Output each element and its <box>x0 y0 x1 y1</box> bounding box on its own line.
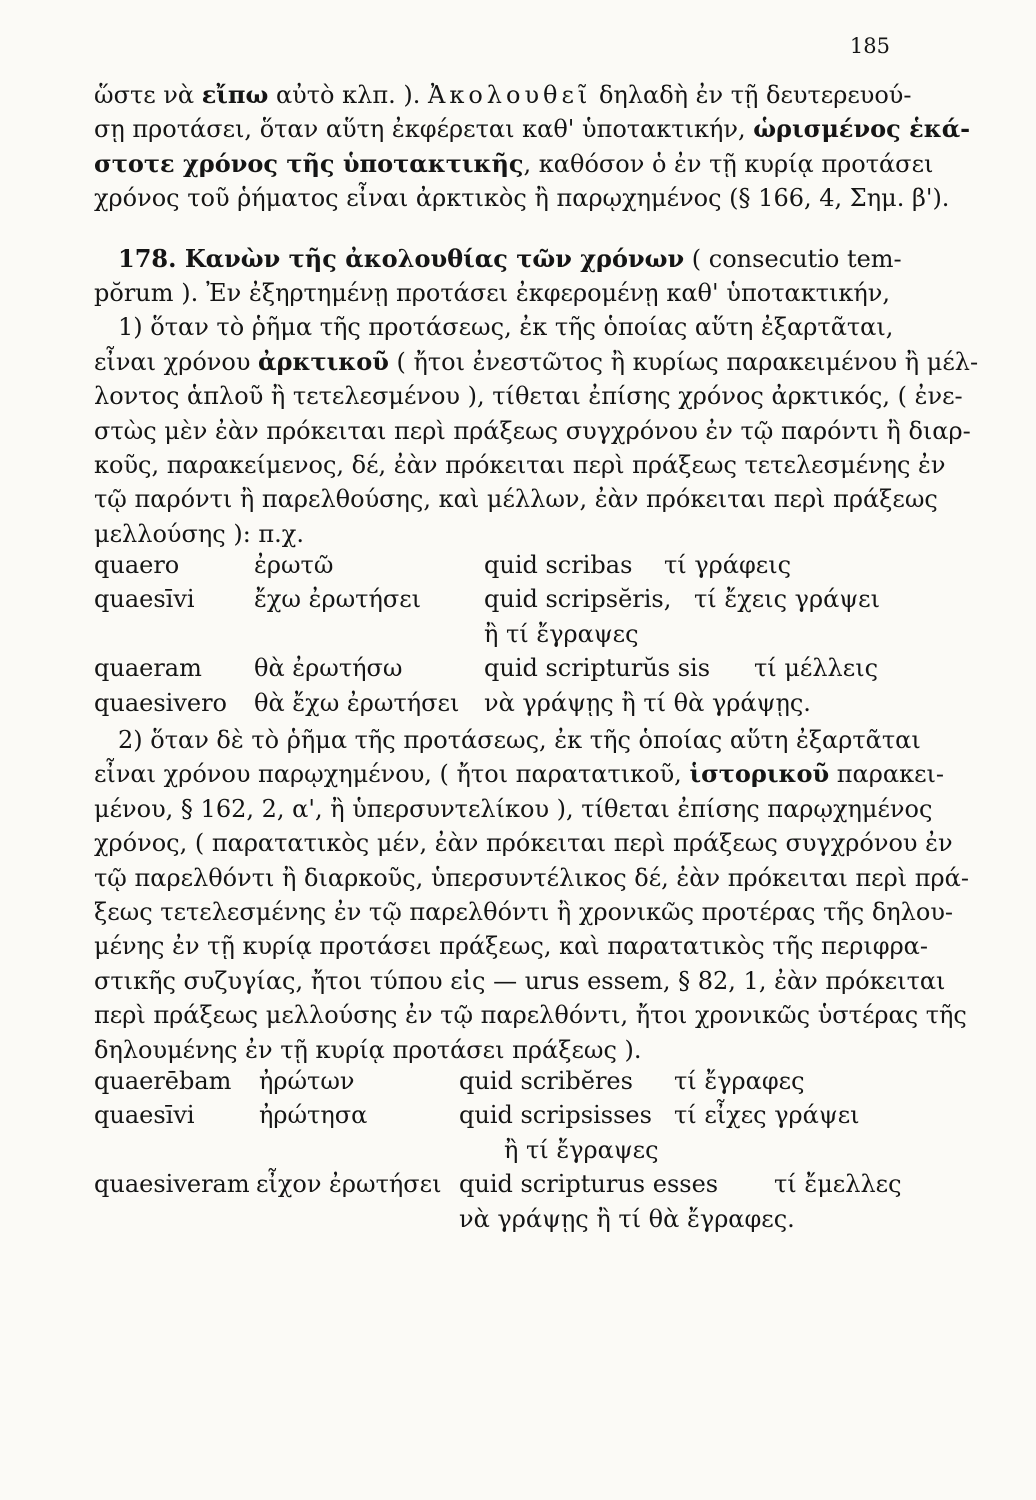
example-row: quaesivero θὰ ἔχω ἐρωτήσει νὰ γράψῃς ἢ τί θὰ γράψῃς. <box>94 688 811 717</box>
example-row: quaesīvi ἔχω ἐρωτήσει quid scripsĕris, τί ἔχεις γράψει <box>94 585 880 614</box>
paragraph-line: κοῦς, παρακείμενος, δέ, ἐὰν πρόκειται περὶ πράξεως τετελεσμένης ἐν <box>94 450 946 479</box>
paragraph-line: 2) ὅταν δὲ τὸ ῥῆμα τῆς προτάσεως, ἐκ τῆς ὁποίας αὕτη ἐξαρτᾶται <box>118 726 921 755</box>
example-row: quaesiveram εἶχον ἐρωτήσει quid scripturus esses τί ἔμελλες <box>94 1170 902 1199</box>
page-body <box>94 78 979 1239</box>
example-row: νὰ γράψῃς ἢ τί θὰ ἔγραφες. <box>459 1204 795 1233</box>
paragraph-line: σῃ προτάσει, ὅταν αὕτη ἐκφέρεται καθ' ὑποτακτικήν, ὡρισμένος ἑκά- <box>94 114 971 144</box>
paragraph-line: δηλουμένης ἐν τῇ κυρίᾳ προτάσει πράξεως ). <box>94 1035 642 1064</box>
paragraph-line: τῷ παρόντι ἢ παρελθούσης, καὶ μέλλων, ἐὰν πρόκειται περὶ πράξεως <box>94 485 938 514</box>
paragraph-line: περὶ πράξεως μελλούσης ἐν τῷ παρελθόντι, ἤτοι χρονικῶς ὑστέρας τῆς <box>94 1001 967 1030</box>
example-row: quaerēbam ἠρώτων quid scribĕres τί ἔγραφες <box>94 1066 805 1095</box>
page-number: 185 <box>849 34 890 58</box>
paragraph-line: pŏrum ). Ἐν ἐξηρτημένῃ προτάσει ἐκφερομένῃ καθ' ὑποτακτικήν, <box>94 278 890 307</box>
paragraph-line: στοτε χρόνος τῆς ὑποτακτικῆς, καθόσον ὁ ἐν τῇ κυρίᾳ προτάσει <box>94 148 934 178</box>
paragraph-line: εἶναι χρόνου ἀρκτικοῦ ( ἤτοι ἐνεστῶτος ἢ κυρίως παρακειμένου ἢ μέλ- <box>94 346 979 376</box>
paragraph-line: λοντος ἁπλοῦ ἢ τετελεσμένου ), τίθεται ἐπίσης χρόνος ἀρκτικός, ( ἐνε- <box>94 382 963 411</box>
paragraph-line: χρόνος τοῦ ῥήματος εἶναι ἀρκτικὸς ἢ παρῳχημένος (§ 166, 4, Σημ. β'). <box>94 184 950 213</box>
paragraph-line: στὼς μὲν ἐὰν πρόκειται περὶ πράξεως συγχρόνου ἐν τῷ παρόντι ἢ διαρ- <box>94 416 971 445</box>
example-row: ἢ τί ἔγραψες <box>504 1135 659 1164</box>
paragraph-line: 1) ὅταν τὸ ῥῆμα τῆς προτάσεως, ἐκ τῆς ὁποίας αὕτη ἐξαρτᾶται, <box>118 313 894 342</box>
section-number: 178. <box>118 243 185 273</box>
section-heading-line: 178. Κανὼν τῆς ἀκολουθίας τῶν χρόνων ( consecutio tem- <box>118 243 902 273</box>
example-row: quaeram θὰ ἐρωτήσω quid scripturŭs sis τί μέλλεις <box>94 654 879 683</box>
paragraph-line: ὥστε νὰ εἴπω αὐτὸ κλπ. ). Ἀκολουθεῖ δηλαδὴ ἐν τῇ δευτερευού- <box>94 80 912 109</box>
section-title: Κανὼν τῆς ἀκολουθίας τῶν χρόνων <box>184 243 685 273</box>
example-row: ἢ τί ἔγραψες <box>484 619 639 648</box>
paragraph-line: μένης ἐν τῇ κυρίᾳ προτάσει πράξεως, καὶ παρατατικὸς τῆς περιφρα- <box>94 932 928 961</box>
example-row: quaero ἐρωτῶ quid scribas τί γράφεις <box>94 551 792 580</box>
paragraph-line: μένου, § 162, 2, α', ἢ ὑπερσυντελίκου ), τίθεται ἐπίσης παρῳχημένος <box>94 794 933 823</box>
paragraph-line: χρόνος, ( παρατατικὸς μέν, ἐὰν πρόκειται περὶ πράξεως συγχρόνου ἐν <box>94 829 953 858</box>
paragraph-line: μελλούσης ): π.χ. <box>94 519 304 548</box>
paragraph-line: τῷ παρελθόντι ἢ διαρκοῦς, ὑπερσυντέλικος δέ, ἐὰν πρόκειται περὶ πρά- <box>94 863 969 892</box>
paragraph-line: ξεως τετελεσμένης ἐν τῷ παρελθόντι ἢ χρονικῶς προτέρας τῆς δηλου- <box>94 897 954 926</box>
paragraph-line: εἶναι χρόνου παρῳχημένου, ( ἤτοι παρατατικοῦ, ἱστορικοῦ παρακει- <box>94 759 945 789</box>
paragraph-line: στικῆς συζυγίας, ἤτοι τύπου εἰς — urus essem, § 82, 1, ἐὰν πρόκειται <box>94 966 946 995</box>
example-row: quaesīvi ἠρώτησα quid scripsisses τί εἶχες γράψει <box>94 1101 860 1130</box>
